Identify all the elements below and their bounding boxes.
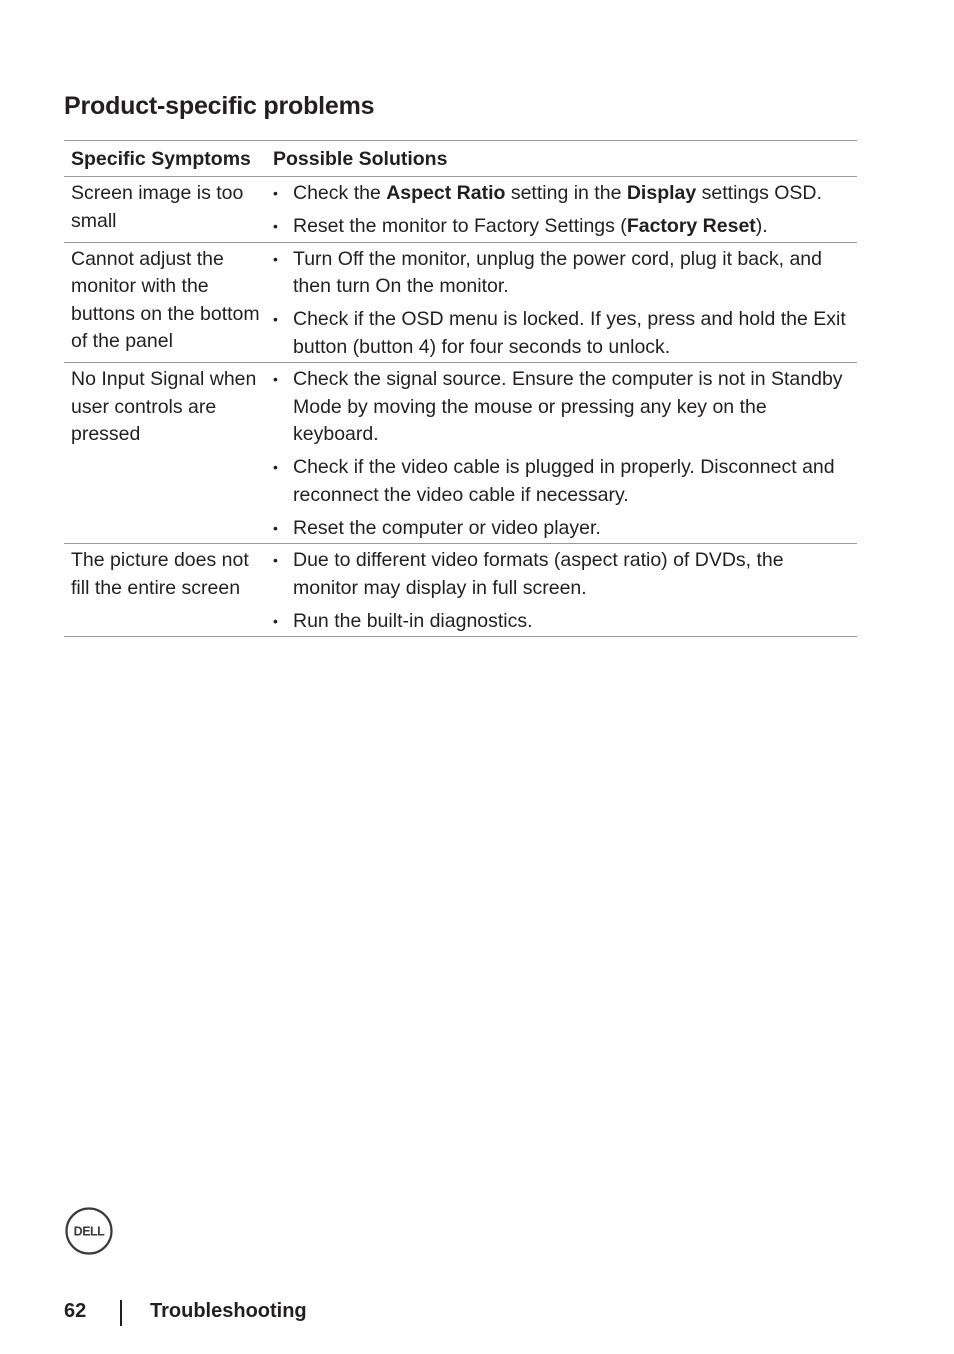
solution-text: Check if the video cable is plugged in properly. Disconnect and reconnect the video cable if necessary. xyxy=(293,456,835,506)
table-row xyxy=(64,243,857,364)
solutions-list xyxy=(273,366,853,542)
footer-divider xyxy=(120,1300,122,1326)
solutions-list xyxy=(273,547,853,635)
solutions-list xyxy=(273,246,853,362)
solutions-cell xyxy=(266,180,857,241)
solutions-cell xyxy=(266,246,857,362)
page-number: 62 xyxy=(64,1300,87,1322)
table-row xyxy=(64,544,857,637)
solution-text: Run the built-in diagnostics. xyxy=(293,609,533,632)
symptom-cell: No Input Signal when user controls are pressed xyxy=(71,368,257,445)
solution-item xyxy=(273,366,853,449)
table-body xyxy=(64,177,857,637)
solution-emphasis: Aspect Ratio xyxy=(386,182,506,204)
solution-item xyxy=(273,306,853,361)
symptom-cell: Cannot adjust the monitor with the buttons on the bottom of the panel xyxy=(71,247,260,352)
solution-item xyxy=(273,608,853,636)
dell-logo-icon xyxy=(65,1207,113,1255)
page-title: Product-specific problems xyxy=(64,92,375,120)
symptom-cell: Screen image is too small xyxy=(71,182,244,232)
solution-text: ). xyxy=(755,215,768,237)
bullet-icon: • xyxy=(273,371,278,387)
solution-text: Check the signal source. Ensure the computer is not in Standby Mode by moving the mouse or pressing any key on the keyboard. xyxy=(293,368,843,445)
solutions-list xyxy=(273,180,853,241)
bullet-icon: • xyxy=(273,250,278,267)
solutions-cell xyxy=(266,547,857,635)
bullet-icon: • xyxy=(273,459,278,475)
bullet-icon: • xyxy=(273,552,278,568)
table-row xyxy=(64,177,857,243)
solution-text: Reset the monitor to Factory Settings ( xyxy=(293,215,627,237)
solution-item xyxy=(273,454,853,509)
header-symptoms: Specific Symptoms xyxy=(71,148,251,170)
solution-item xyxy=(273,246,853,301)
solution-emphasis: Display xyxy=(626,182,697,204)
bullet-icon: • xyxy=(273,218,278,234)
solution-text: setting in the xyxy=(505,182,627,204)
bullet-icon: • xyxy=(273,185,278,201)
solution-item xyxy=(273,515,853,543)
logo-text: DELL xyxy=(73,1224,105,1239)
solution-text: Reset the computer or video player. xyxy=(293,516,601,539)
solution-text: Check the xyxy=(293,182,387,204)
solution-emphasis: Factory Reset xyxy=(626,215,756,237)
bullet-icon: • xyxy=(273,519,278,536)
solution-item xyxy=(273,547,853,602)
solutions-cell xyxy=(266,366,857,542)
solution-text: Check if the OSD menu is locked. If yes, press and hold the Exit button (button 4) for four seconds to unlock. xyxy=(293,308,846,358)
solution-text: settings OSD. xyxy=(696,182,822,204)
symptom-cell: The picture does not fill the entire screen xyxy=(71,549,249,599)
section-title: Troubleshooting xyxy=(150,1300,307,1322)
solution-text: Due to different video formats (aspect ratio) of DVDs, the monitor may display in full screen. xyxy=(293,549,784,599)
problems-table xyxy=(64,140,857,637)
table-header xyxy=(64,141,857,177)
solution-text: Turn Off the monitor, unplug the power cord, plug it back, and then turn On the monitor. xyxy=(293,247,822,297)
solution-item xyxy=(273,213,853,241)
solution-item xyxy=(273,180,853,208)
bullet-icon: • xyxy=(273,612,278,629)
table-row xyxy=(64,363,857,544)
bullet-icon: • xyxy=(273,311,278,327)
header-solutions: Possible Solutions xyxy=(273,148,448,170)
